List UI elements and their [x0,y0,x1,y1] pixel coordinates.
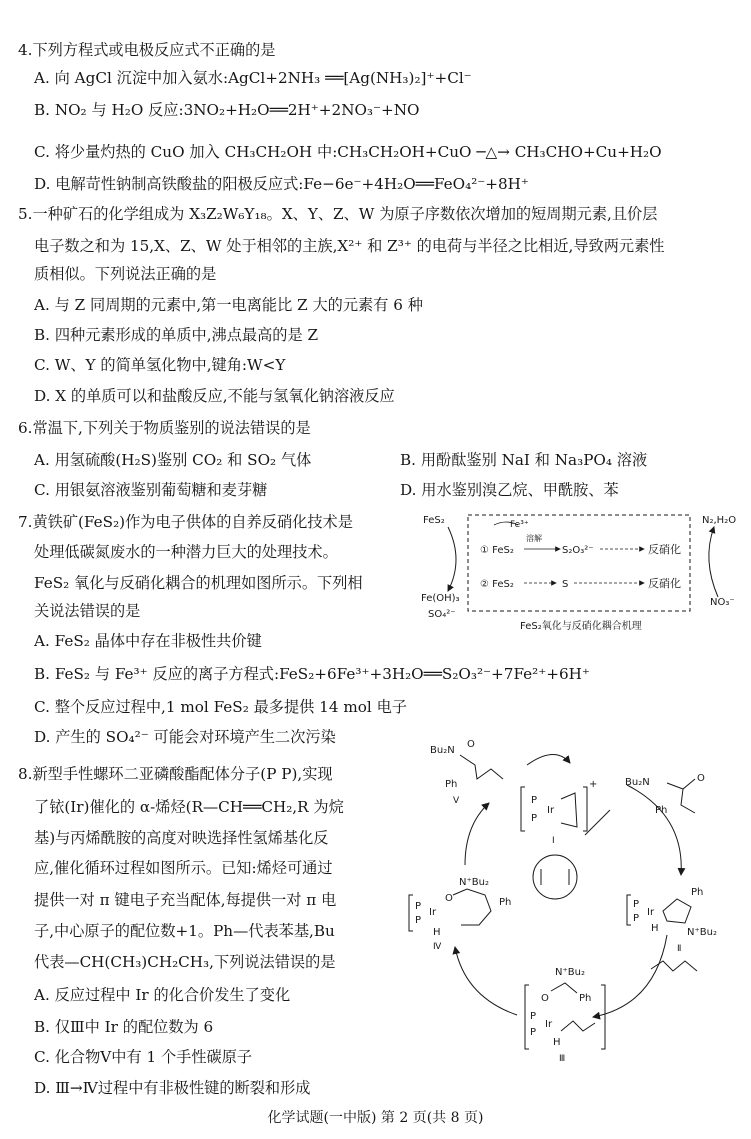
q8-fig-label-ii: Ⅱ [677,944,682,954]
q8-fig-i-ir: Ir [547,805,555,816]
q8-fig-iv-ir: Ir [429,907,437,918]
q8-fig-label-iii: Ⅲ [559,1054,566,1064]
page-footer: 化学试题(一中版) 第 2 页(共 8 页) [267,1110,484,1126]
q8-fig-acryl-o: O [697,773,705,784]
q8-fig-ii-p2: P [633,913,640,924]
q7-option-b: B. FeS₂ 与 Fe³⁺ 反应的离子方程式:FeS₂+6Fe³⁺+3H₂O══S₂O₃²⁻+7Fe²⁺+6H⁺ [34,665,590,683]
q6-option-c: C. 用银氨溶液鉴别葡萄糖和麦芽糖 [34,481,268,499]
q8-fig-ii-ph: Ph [691,887,704,898]
q7-fig-fes2-top: FeS₂ [423,515,445,526]
q7-option-d: D. 产生的 SO₄²⁻ 可能会对环境产生二次污染 [34,728,336,746]
q4-option-b: B. NO₂ 与 H₂O 反应:3NO₂+H₂O══2H⁺+2NO₃⁻+NO [34,101,420,119]
q8-fig-i-p1: P [531,795,538,806]
q8-fig-i-p2: P [531,813,538,824]
q5-stem-line2: 电子数之和为 15,X、Z、W 处于相邻的主族,X²⁺ 和 Z³⁺ 的电荷与半径之比相近,导致两元素性 [34,237,665,255]
q8-fig-i-plus: + [589,779,598,790]
q6-option-d: D. 用水鉴别溴乙烷、甲酰胺、苯 [400,481,619,499]
q7-stem-line3: FeS₂ 氧化与反硝化耦合的机理如图所示。下列相 [34,574,363,592]
q7-mechanism-figure [418,505,744,635]
q8-fig-acryl-bu2n: Bu₂N [625,777,650,788]
q8-fig-label-v: Ⅴ [453,796,460,806]
q5-stem-line1: 5.一种矿石的化学组成为 X₃Z₂W₆Y₁₈。X、Y、Z、W 为原子序数依次增加的短周期元素,且价层 [18,205,658,223]
q5-option-d: D. X 的单质可以和盐酸反应,不能与氢氧化钠溶液反应 [34,387,395,405]
q7-fig-path1-label: ① FeS₂ [480,545,514,556]
q8-fig-ii-nbu2: N⁺Bu₂ [687,927,717,938]
q7-fig-path1-end: 反硝化 [648,543,681,556]
q8-stem-line1: 8.新型手性螺环二亚磷酸酯配体分子(P P),实现 [18,765,333,783]
q8-stem-line3: 基)与丙烯酰胺的高度对映选择性氢烯基化反 [34,829,329,847]
q8-fig-v-ph: Ph [445,779,458,790]
q8-fig-iv-ph: Ph [499,897,512,908]
q7-stem-line4: 关说法错误的是 [34,602,141,620]
q8-fig-iii-h: H [553,1037,561,1048]
q7-fig-fe-oh: Fe(OH)₃ [421,593,460,604]
q7-option-a: A. FeS₂ 晶体中存在非极性共价键 [34,632,262,650]
q8-fig-ii-ir: Ir [647,907,655,918]
q7-fig-path2-label: ② FeS₂ [480,579,514,590]
q7-fig-path1-arrow-label: 溶解 [526,534,542,543]
q7-fig-so4: SO₄²⁻ [428,609,456,620]
q8-fig-label-i: Ⅰ [552,836,555,846]
q8-option-a: A. 反应过程中 Ir 的化合价发生了变化 [34,986,291,1004]
q8-fig-iv-o: O [445,893,453,904]
q8-catalytic-cycle-figure [405,735,745,1097]
q8-fig-acryl-ph: Ph [655,805,668,816]
q7-fig-n2-h2o: N₂,H₂O [702,515,737,526]
q8-option-c: C. 化合物Ⅴ中有 1 个手性碳原子 [34,1048,253,1066]
q7-fig-path2-product: S [562,579,569,590]
q8-option-d: D. Ⅲ→Ⅳ过程中有非极性键的断裂和形成 [34,1079,311,1097]
q8-fig-v-bu2n: Bu₂N [430,745,455,756]
q8-fig-iii-nbu2: N⁺Bu₂ [555,967,585,978]
q8-fig-ii-p1: P [633,899,640,910]
q8-fig-iv-p2: P [415,915,422,926]
q8-fig-v-o: O [467,739,475,750]
q4-stem: 4.下列方程式或电极反应式不正确的是 [18,41,276,59]
q8-fig-ii-h: H [651,923,659,934]
q8-fig-iii-p1: P [530,1011,537,1022]
q4-option-d: D. 电解苛性钠制高铁酸盐的阳极反应式:Fe−6e⁻+4H₂O══FeO₄²⁻+8H⁺ [34,175,529,193]
q4-option-a: A. 向 AgCl 沉淀中加入氨水:AgCl+2NH₃ ══[Ag(NH₃)₂]⁺+Cl⁻ [34,69,472,87]
q7-option-c: C. 整个反应过程中,1 mol FeS₂ 最多提供 14 mol 电子 [34,698,407,716]
q8-fig-iii-p2: P [530,1027,537,1038]
q8-stem-line7: 代表—CH(CH₃)CH₂CH₃,下列说法错误的是 [34,953,336,971]
q8-stem-line6: 子,中心原子的配位数+1。Ph—代表苯基,Bu [34,922,335,940]
q5-option-c: C. W、Y 的简单氢化物中,键角:W<Y [34,356,286,374]
q8-fig-iv-nbu2: N⁺Bu₂ [459,877,489,888]
q6-stem: 6.常温下,下列关于物质鉴别的说法错误的是 [18,419,311,437]
q7-stem-line1: 7.黄铁矿(FeS₂)作为电子供体的自养反硝化技术是 [18,513,353,531]
q5-option-b: B. 四种元素形成的单质中,沸点最高的是 Z [34,326,319,344]
q6-option-b: B. 用酚酞鉴别 NaI 和 Na₃PO₄ 溶液 [400,451,648,469]
q7-stem-line2: 处理低碳氮废水的一种潜力巨大的处理技术。 [34,543,338,561]
q8-fig-iii-ph: Ph [579,993,592,1004]
q7-fig-fe3: Fe³⁺ [510,520,529,530]
q4-option-c: C. 将少量灼热的 CuO 加入 CH₃CH₂OH 中:CH₃CH₂OH+CuO ─△→ CH₃CHO+Cu+H₂O [34,143,662,161]
q8-fig-label-iv: Ⅳ [433,942,442,952]
q7-fig-path2-end: 反硝化 [648,577,681,590]
q8-fig-iv-p1: P [415,901,422,912]
q8-fig-iii-ir: Ir [545,1019,553,1030]
q8-option-b: B. 仅Ⅲ中 Ir 的配位数为 6 [34,1018,214,1036]
q8-stem-line4: 应,催化循环过程如图所示。已知:烯烃可通过 [34,859,333,877]
q8-stem-line2: 了铱(Ir)催化的 α-烯烃(R—CH══CH₂,R 为烷 [34,798,344,816]
q8-fig-iii-o: O [541,993,549,1004]
q5-option-a: A. 与 Z 同周期的元素中,第一电离能比 Z 大的元素有 6 种 [34,296,423,314]
q7-fig-caption: FeS₂氧化与反硝化耦合机理 [520,621,642,632]
q7-fig-no3: NO₃⁻ [710,597,735,608]
q7-fig-path1-product: S₂O₃²⁻ [562,545,594,556]
q8-stem-line5: 提供一对 π 键电子充当配体,每提供一对 π 电 [34,891,337,909]
q6-option-a: A. 用氢硫酸(H₂S)鉴别 CO₂ 和 SO₂ 气体 [34,451,312,469]
q5-stem-line3: 质相似。下列说法正确的是 [34,265,217,283]
q8-fig-iv-h: H [433,927,441,938]
